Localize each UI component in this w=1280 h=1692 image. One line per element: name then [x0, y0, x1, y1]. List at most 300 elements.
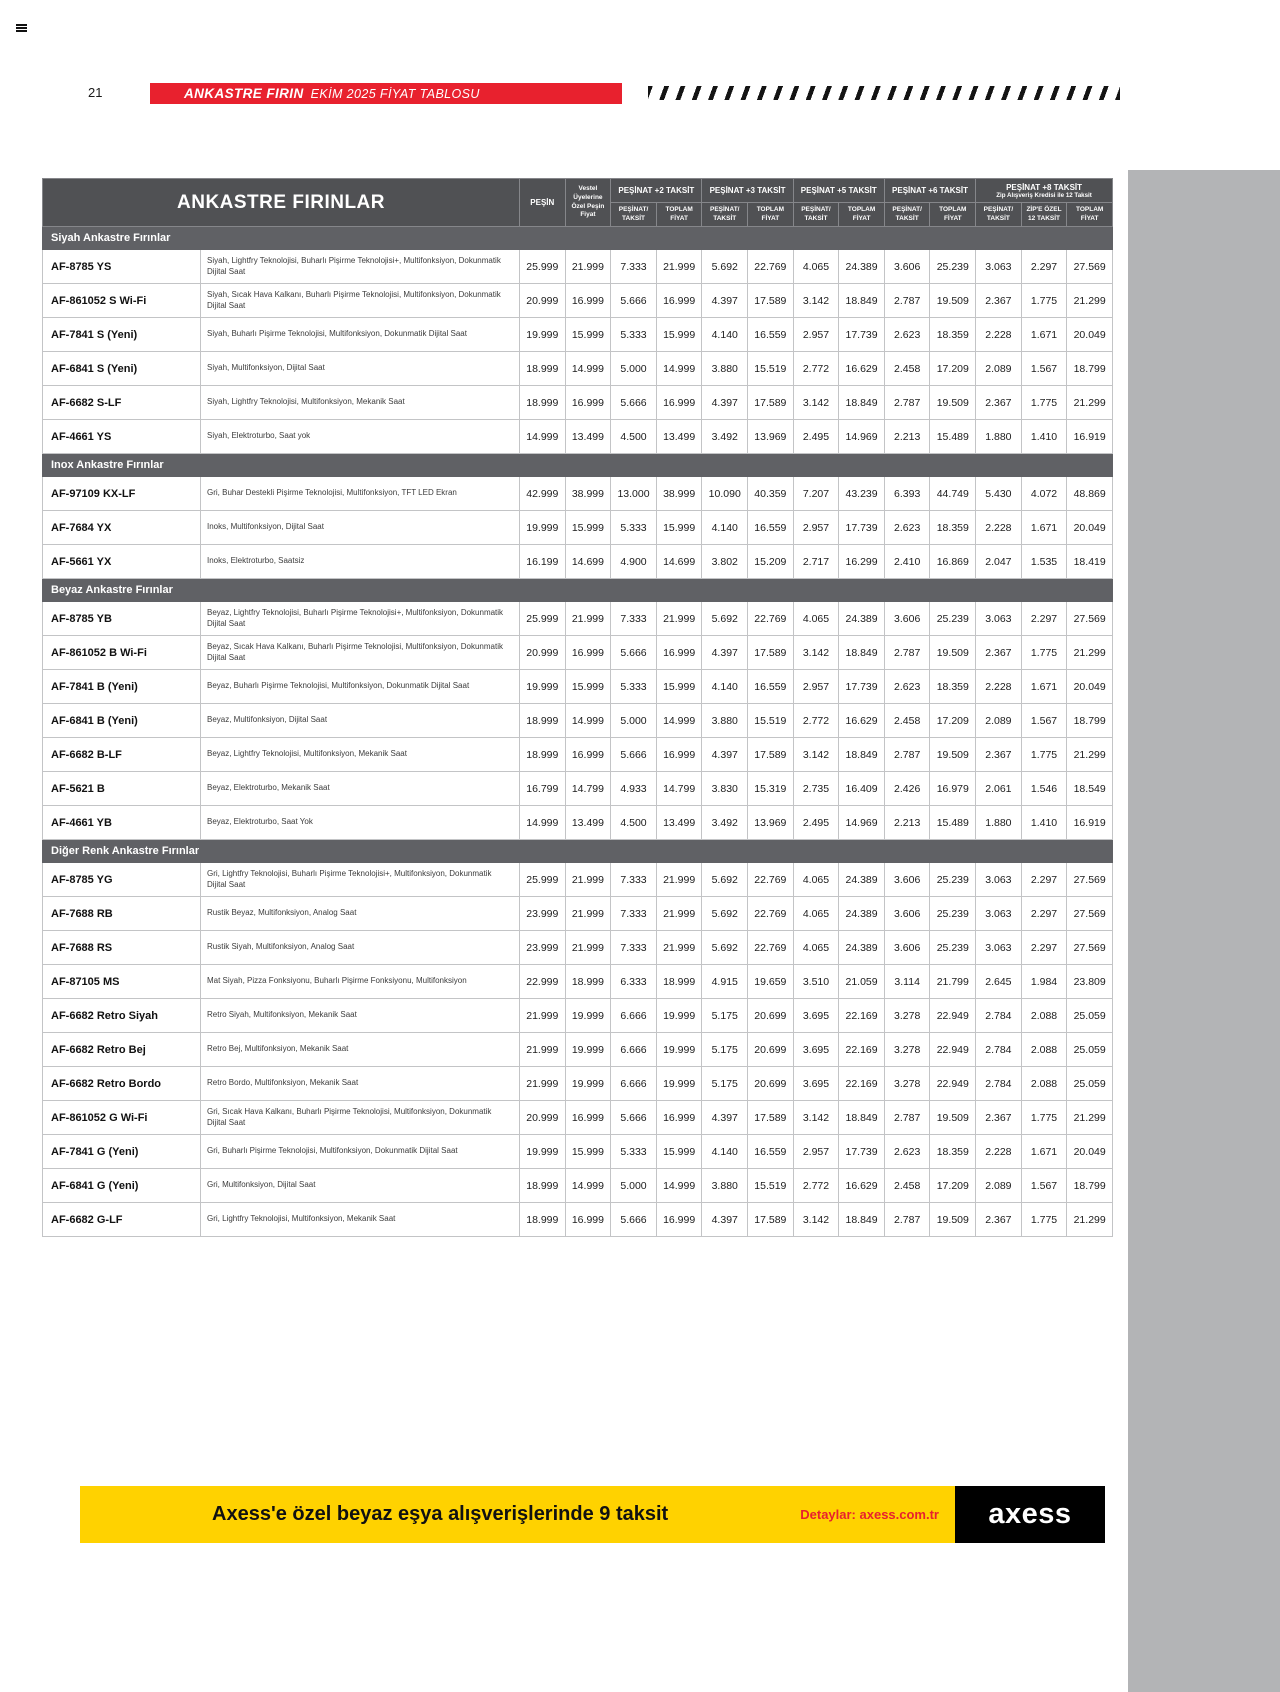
price-value: 3.880 [702, 352, 748, 386]
price-value: 21.299 [1067, 386, 1113, 420]
promo-banner-yellow [80, 1486, 955, 1543]
price-value: 18.999 [520, 704, 566, 738]
price-value: 18.849 [839, 386, 885, 420]
price-value: 25.239 [930, 250, 976, 284]
price-value: 42.999 [520, 477, 566, 511]
price-value: 2.061 [976, 772, 1022, 806]
price-value: 25.239 [930, 931, 976, 965]
price-value: 22.769 [748, 602, 794, 636]
price-value: 3.063 [976, 863, 1022, 897]
price-value: 5.000 [611, 704, 657, 738]
price-value: 16.919 [1067, 806, 1113, 840]
product-features: Retro Siyah, Multifonksiyon, Mekanik Saat [201, 999, 520, 1033]
price-value: 3.063 [976, 897, 1022, 931]
price-value: 25.999 [520, 863, 566, 897]
section-header-row [43, 579, 1113, 602]
price-value: 2.957 [793, 670, 839, 704]
price-value: 1.775 [1021, 284, 1067, 318]
price-value: 2.717 [793, 545, 839, 579]
price-value: 2.088 [1021, 1033, 1067, 1067]
product-model: AF-861052 B Wi-Fi [43, 636, 201, 670]
price-value: 15.999 [565, 511, 611, 545]
price-value: 38.999 [656, 477, 702, 511]
price-value: 3.142 [793, 738, 839, 772]
price-value: 20.699 [748, 1033, 794, 1067]
price-value: 6.666 [611, 999, 657, 1033]
price-value: 21.999 [565, 863, 611, 897]
price-value: 2.297 [1021, 897, 1067, 931]
price-value: 2.772 [793, 352, 839, 386]
product-model: AF-6682 Retro Bej [43, 1033, 201, 1067]
product-features: Retro Bordo, Multifonksiyon, Mekanik Saat [201, 1067, 520, 1101]
price-value: 5.000 [611, 352, 657, 386]
price-value: 17.739 [839, 670, 885, 704]
price-value: 2.787 [884, 636, 930, 670]
product-row [43, 1203, 1113, 1237]
price-value: 4.072 [1021, 477, 1067, 511]
price-value: 2.088 [1021, 1067, 1067, 1101]
price-value: 18.359 [930, 318, 976, 352]
price-value: 21.799 [930, 965, 976, 999]
price-value: 7.333 [611, 897, 657, 931]
product-features: Beyaz, Multifonksiyon, Dijital Saat [201, 704, 520, 738]
price-value: 1.567 [1021, 352, 1067, 386]
price-value: 2.735 [793, 772, 839, 806]
price-value: 21.999 [565, 897, 611, 931]
price-value: 4.140 [702, 670, 748, 704]
price-value: 2.787 [884, 1101, 930, 1135]
price-value: 18.999 [520, 352, 566, 386]
price-value: 3.606 [884, 250, 930, 284]
section-header-row [43, 227, 1113, 250]
price-value: 3.695 [793, 1067, 839, 1101]
price-value: 20.049 [1067, 1135, 1113, 1169]
price-value: 23.809 [1067, 965, 1113, 999]
price-value: 4.500 [611, 420, 657, 454]
subcol-zip-ozel-12-taksit: ZİP'E ÖZEL 12 TAKSİT [1021, 203, 1067, 227]
product-model: AF-7841 S (Yeni) [43, 318, 201, 352]
product-features: Retro Bej, Multifonksiyon, Mekanik Saat [201, 1033, 520, 1067]
col-group-8-taksit-line1: PEŞİNAT +8 TAKSİT [1006, 182, 1083, 192]
price-value: 19.999 [656, 1067, 702, 1101]
price-value: 21.299 [1067, 636, 1113, 670]
price-value: 4.065 [793, 931, 839, 965]
product-features: Beyaz, Buharlı Pişirme Teknolojisi, Multifonksiyon, Dokunmatik Dijital Saat [201, 670, 520, 704]
price-value: 4.900 [611, 545, 657, 579]
product-features: Gri, Lightfry Teknolojisi, Buharlı Pişirme Teknolojisi+, Multifonksiyon, Dokunmatik Dijital Saat [201, 863, 520, 897]
price-value: 15.489 [930, 420, 976, 454]
price-value: 5.430 [976, 477, 1022, 511]
price-value: 19.999 [565, 1067, 611, 1101]
price-value: 2.495 [793, 806, 839, 840]
price-value: 24.389 [839, 250, 885, 284]
col-group-8-taksit [976, 179, 1113, 203]
product-features: Beyaz, Sıcak Hava Kalkanı, Buharlı Pişirme Teknolojisi, Multifonksiyon, Dokunmatik Dijital Saat [201, 636, 520, 670]
price-value: 22.169 [839, 1033, 885, 1067]
price-value: 25.059 [1067, 1067, 1113, 1101]
price-value: 1.880 [976, 806, 1022, 840]
col-pesin: PEŞİN [520, 179, 566, 227]
price-value: 19.999 [520, 670, 566, 704]
price-value: 21.999 [520, 1067, 566, 1101]
price-value: 21.299 [1067, 738, 1113, 772]
price-value: 25.059 [1067, 1033, 1113, 1067]
price-value: 2.623 [884, 318, 930, 352]
product-features: Gri, Sıcak Hava Kalkanı, Buharlı Pişirme Teknolojisi, Multifonksiyon, Dokunmatik Dijital Saat [201, 1101, 520, 1135]
product-row [43, 511, 1113, 545]
price-value: 22.169 [839, 1067, 885, 1101]
product-row [43, 704, 1113, 738]
price-value: 3.142 [793, 636, 839, 670]
product-row [43, 284, 1113, 318]
col-group-8-taksit-line2: Zip Alışveriş Kredisi ile 12 Taksit [996, 191, 1092, 199]
price-value: 2.213 [884, 420, 930, 454]
col-group-3-taksit: PEŞİNAT +3 TAKSİT [702, 179, 793, 203]
price-value: 2.297 [1021, 602, 1067, 636]
price-value: 19.999 [520, 318, 566, 352]
price-value: 7.333 [611, 863, 657, 897]
price-value: 2.458 [884, 1169, 930, 1203]
price-value: 24.389 [839, 931, 885, 965]
price-value: 20.999 [520, 636, 566, 670]
price-value: 19.509 [930, 1203, 976, 1237]
product-features: Inoks, Multifonksiyon, Dijital Saat [201, 511, 520, 545]
product-model: AF-6841 S (Yeni) [43, 352, 201, 386]
price-value: 16.629 [839, 704, 885, 738]
price-value: 3.278 [884, 1067, 930, 1101]
price-value: 15.999 [565, 670, 611, 704]
product-model: AF-6841 G (Yeni) [43, 1169, 201, 1203]
price-value: 2.426 [884, 772, 930, 806]
page-number: 21 [88, 85, 103, 100]
price-value: 2.367 [976, 636, 1022, 670]
price-value: 15.519 [748, 352, 794, 386]
price-value: 1.410 [1021, 420, 1067, 454]
price-value: 21.299 [1067, 284, 1113, 318]
price-value: 2.957 [793, 1135, 839, 1169]
price-value: 3.278 [884, 1033, 930, 1067]
product-row [43, 352, 1113, 386]
price-value: 17.589 [748, 386, 794, 420]
subcol-toplam-fiyat: TOPLAM FİYAT [748, 203, 794, 227]
product-model: AF-87105 MS [43, 965, 201, 999]
price-value: 16.999 [565, 284, 611, 318]
price-value: 21.299 [1067, 1203, 1113, 1237]
price-value: 1.535 [1021, 545, 1067, 579]
price-value: 1.775 [1021, 636, 1067, 670]
price-value: 2.047 [976, 545, 1022, 579]
price-value: 4.065 [793, 250, 839, 284]
col-group-5-taksit: PEŞİNAT +5 TAKSİT [793, 179, 884, 203]
price-value: 2.213 [884, 806, 930, 840]
price-value: 2.784 [976, 999, 1022, 1033]
axess-logo-text: axess [988, 1498, 1072, 1530]
promo-details-link[interactable]: Detaylar: axess.com.tr [800, 1507, 939, 1522]
price-value: 3.606 [884, 863, 930, 897]
price-value: 4.500 [611, 806, 657, 840]
price-value: 17.589 [748, 284, 794, 318]
price-value: 17.739 [839, 511, 885, 545]
price-value: 19.999 [656, 1033, 702, 1067]
price-value: 21.299 [1067, 1101, 1113, 1135]
price-value: 4.065 [793, 602, 839, 636]
product-features: Siyah, Lightfry Teknolojisi, Buharlı Pişirme Teknolojisi+, Multifonksiyon, Dokunmatik Dijital Saat [201, 250, 520, 284]
price-value: 2.623 [884, 670, 930, 704]
price-value: 16.559 [748, 318, 794, 352]
product-row [43, 897, 1113, 931]
promo-banner [80, 1486, 1105, 1543]
price-value: 2.367 [976, 1203, 1022, 1237]
price-value: 23.999 [520, 931, 566, 965]
price-value: 14.799 [565, 772, 611, 806]
price-value: 2.089 [976, 704, 1022, 738]
price-value: 20.999 [520, 284, 566, 318]
product-features: Beyaz, Elektroturbo, Saat Yok [201, 806, 520, 840]
price-value: 5.666 [611, 1203, 657, 1237]
subcol-pesinat-taksit: PEŞİNAT/ TAKSİT [611, 203, 657, 227]
price-value: 21.999 [565, 602, 611, 636]
price-value: 1.546 [1021, 772, 1067, 806]
price-value: 14.999 [565, 1169, 611, 1203]
price-value: 5.175 [702, 1033, 748, 1067]
product-model: AF-7688 RS [43, 931, 201, 965]
price-value: 5.333 [611, 670, 657, 704]
price-value: 25.059 [1067, 999, 1113, 1033]
price-value: 1.984 [1021, 965, 1067, 999]
price-value: 18.999 [520, 1203, 566, 1237]
section-header-row [43, 454, 1113, 477]
price-value: 17.589 [748, 636, 794, 670]
product-model: AF-7688 RB [43, 897, 201, 931]
price-value: 2.228 [976, 670, 1022, 704]
price-value: 3.278 [884, 999, 930, 1033]
price-value: 2.367 [976, 284, 1022, 318]
product-row [43, 636, 1113, 670]
product-model: AF-8785 YS [43, 250, 201, 284]
price-value: 3.880 [702, 1169, 748, 1203]
price-value: 2.089 [976, 1169, 1022, 1203]
product-features: Beyaz, Lightfry Teknolojisi, Buharlı Pişirme Teknolojisi+, Multifonksiyon, Dokunmatik Dijital Saat [201, 602, 520, 636]
price-value: 4.065 [793, 863, 839, 897]
price-value: 19.509 [930, 738, 976, 772]
price-value: 16.999 [565, 1101, 611, 1135]
price-value: 25.239 [930, 863, 976, 897]
price-value: 1.775 [1021, 1101, 1067, 1135]
subcol-pesinat-taksit: PEŞİNAT/ TAKSİT [884, 203, 930, 227]
price-value: 4.140 [702, 1135, 748, 1169]
product-row [43, 965, 1113, 999]
product-features: Gri, Buhar Destekli Pişirme Teknolojisi, Multifonksiyon, TFT LED Ekran [201, 477, 520, 511]
price-value: 13.499 [656, 806, 702, 840]
price-value: 13.969 [748, 806, 794, 840]
price-value: 1.410 [1021, 806, 1067, 840]
price-value: 2.957 [793, 511, 839, 545]
product-features: Beyaz, Lightfry Teknolojisi, Multifonksiyon, Mekanik Saat [201, 738, 520, 772]
price-value: 2.458 [884, 352, 930, 386]
price-value: 5.666 [611, 738, 657, 772]
price-value: 27.569 [1067, 602, 1113, 636]
price-value: 18.549 [1067, 772, 1113, 806]
price-value: 15.999 [656, 318, 702, 352]
price-value: 2.228 [976, 1135, 1022, 1169]
product-model: AF-4661 YS [43, 420, 201, 454]
price-value: 2.784 [976, 1033, 1022, 1067]
price-value: 16.629 [839, 1169, 885, 1203]
product-row [43, 931, 1113, 965]
product-features: Inoks, Elektroturbo, Saatsiz [201, 545, 520, 579]
price-value: 4.140 [702, 511, 748, 545]
price-value: 5.175 [702, 999, 748, 1033]
price-value: 4.397 [702, 738, 748, 772]
price-value: 1.775 [1021, 386, 1067, 420]
price-value: 2.367 [976, 1101, 1022, 1135]
subcol-toplam-fiyat: TOPLAM FİYAT [839, 203, 885, 227]
price-value: 16.299 [839, 545, 885, 579]
price-value: 19.999 [520, 511, 566, 545]
price-value: 20.049 [1067, 511, 1113, 545]
price-value: 21.999 [656, 863, 702, 897]
section-label: Siyah Ankastre Fırınlar [43, 227, 1113, 250]
product-row [43, 386, 1113, 420]
product-row [43, 999, 1113, 1033]
price-value: 17.739 [839, 1135, 885, 1169]
price-value: 15.999 [656, 511, 702, 545]
price-value: 15.319 [748, 772, 794, 806]
price-value: 18.849 [839, 1101, 885, 1135]
price-value: 3.142 [793, 284, 839, 318]
price-value: 17.209 [930, 1169, 976, 1203]
price-value: 16.869 [930, 545, 976, 579]
price-value: 18.999 [520, 738, 566, 772]
price-value: 16.629 [839, 352, 885, 386]
price-value: 19.999 [565, 1033, 611, 1067]
price-value: 3.695 [793, 1033, 839, 1067]
product-row [43, 1101, 1113, 1135]
product-features: Siyah, Buharlı Pişirme Teknolojisi, Multifonksiyon, Dokunmatik Dijital Saat [201, 318, 520, 352]
price-value: 18.799 [1067, 704, 1113, 738]
page-right-margin [1128, 170, 1280, 1692]
price-value: 22.949 [930, 1067, 976, 1101]
price-value: 25.239 [930, 602, 976, 636]
price-value: 2.089 [976, 352, 1022, 386]
price-value: 21.999 [565, 931, 611, 965]
price-value: 14.999 [565, 352, 611, 386]
price-value: 3.063 [976, 602, 1022, 636]
price-value: 2.787 [884, 386, 930, 420]
price-value: 4.397 [702, 636, 748, 670]
price-value: 18.849 [839, 284, 885, 318]
price-value: 21.999 [565, 250, 611, 284]
price-value: 16.999 [565, 1203, 611, 1237]
price-value: 16.999 [656, 1203, 702, 1237]
price-value: 13.000 [611, 477, 657, 511]
axess-logo [955, 1486, 1105, 1543]
section-label: Inox Ankastre Fırınlar [43, 454, 1113, 477]
product-model: AF-861052 G Wi-Fi [43, 1101, 201, 1135]
price-value: 3.880 [702, 704, 748, 738]
price-value: 4.140 [702, 318, 748, 352]
product-model: AF-6682 B-LF [43, 738, 201, 772]
product-row [43, 477, 1113, 511]
subcol-pesinat-taksit: PEŞİNAT/ TAKSİT [976, 203, 1022, 227]
price-value: 14.969 [839, 420, 885, 454]
price-value: 27.569 [1067, 897, 1113, 931]
product-features: Mat Siyah, Pizza Fonksiyonu, Buharlı Pişirme Fonksiyonu, Multifonksiyon [201, 965, 520, 999]
price-value: 15.999 [565, 318, 611, 352]
menu-icon[interactable] [16, 24, 27, 32]
price-value: 16.199 [520, 545, 566, 579]
price-value: 2.367 [976, 386, 1022, 420]
product-features: Siyah, Lightfry Teknolojisi, Multifonksiyon, Mekanik Saat [201, 386, 520, 420]
price-value: 3.606 [884, 931, 930, 965]
subcol-toplam-fiyat: TOPLAM FİYAT [930, 203, 976, 227]
product-model: AF-5621 B [43, 772, 201, 806]
price-value: 5.692 [702, 897, 748, 931]
price-value: 44.749 [930, 477, 976, 511]
product-row [43, 420, 1113, 454]
price-value: 1.775 [1021, 738, 1067, 772]
price-value: 19.659 [748, 965, 794, 999]
price-value: 19.509 [930, 1101, 976, 1135]
price-value: 1.880 [976, 420, 1022, 454]
price-value: 2.228 [976, 511, 1022, 545]
price-value: 4.397 [702, 284, 748, 318]
price-value: 18.849 [839, 1203, 885, 1237]
price-value: 21.999 [656, 250, 702, 284]
price-value: 27.569 [1067, 863, 1113, 897]
price-value: 5.000 [611, 1169, 657, 1203]
price-value: 16.409 [839, 772, 885, 806]
price-value: 5.666 [611, 386, 657, 420]
price-value: 15.999 [656, 1135, 702, 1169]
price-value: 13.499 [565, 420, 611, 454]
price-value: 21.999 [656, 602, 702, 636]
price-value: 3.606 [884, 602, 930, 636]
price-value: 14.999 [565, 704, 611, 738]
price-value: 24.389 [839, 602, 885, 636]
product-model: AF-6841 B (Yeni) [43, 704, 201, 738]
product-model: AF-6682 Retro Siyah [43, 999, 201, 1033]
price-value: 19.999 [656, 999, 702, 1033]
product-row [43, 250, 1113, 284]
price-value: 5.692 [702, 863, 748, 897]
price-value: 19.999 [520, 1135, 566, 1169]
product-model: AF-6682 G-LF [43, 1203, 201, 1237]
price-value: 2.787 [884, 284, 930, 318]
price-value: 2.297 [1021, 863, 1067, 897]
price-value: 2.297 [1021, 931, 1067, 965]
price-value: 21.999 [520, 999, 566, 1033]
price-value: 2.772 [793, 1169, 839, 1203]
col-group-2-taksit: PEŞİNAT +2 TAKSİT [611, 179, 702, 203]
price-value: 3.142 [793, 1101, 839, 1135]
product-model: AF-861052 S Wi-Fi [43, 284, 201, 318]
product-model: AF-8785 YB [43, 602, 201, 636]
price-value: 14.699 [656, 545, 702, 579]
price-table-body [43, 227, 1113, 1237]
price-value: 2.645 [976, 965, 1022, 999]
price-value: 18.849 [839, 636, 885, 670]
col-vestel-ozel-pesin: Vestel Üyelerine Özel Peşin Fiyat [565, 179, 611, 227]
price-value: 7.333 [611, 602, 657, 636]
price-value: 2.957 [793, 318, 839, 352]
price-value: 20.999 [520, 1101, 566, 1135]
price-value: 2.367 [976, 738, 1022, 772]
price-value: 10.090 [702, 477, 748, 511]
price-value: 3.063 [976, 931, 1022, 965]
price-value: 19.509 [930, 636, 976, 670]
price-value: 4.065 [793, 897, 839, 931]
